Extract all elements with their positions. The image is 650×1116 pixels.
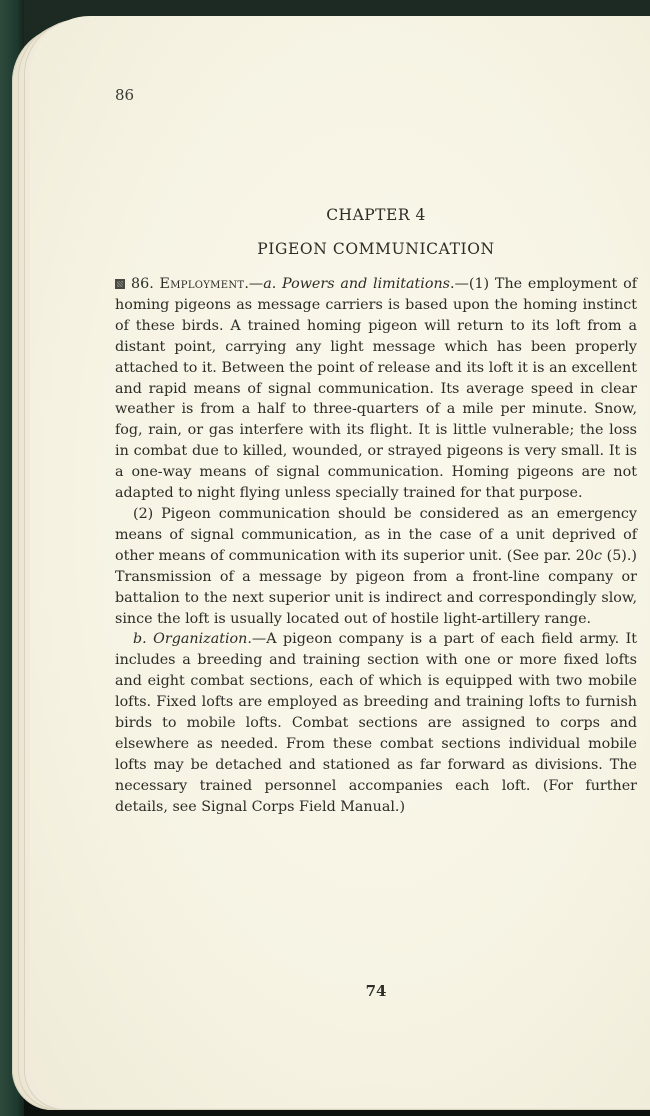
subsection-b-heading: Organization <box>153 631 248 648</box>
section-heading: Employment <box>159 276 245 292</box>
folio-number: 74 <box>365 982 387 1000</box>
body-text <box>115 274 637 818</box>
subsection-b-label: b. <box>133 631 147 648</box>
paragraph-86b: b. Organization.—A pigeon company is a part of each field army. It includes a breeding and training section with one or more fixed lofts and eight combat sections, each of which is equipped with two mobile lofts. Fixed lofts are employed as breeding and training lofts to furnish birds to mobile lofts. Combat sections are assigned to corps and elsewhere as needed. From these combat sections individual mobile lofts may be detached and stationed as far forward as divisions. The necessary trained personnel accompanies each loft. (For further details, see Signal Corps Field Manual.) <box>115 631 638 815</box>
paragraph-86a1: 86. Employment.—a. Powers and limitations.—(1) The employment of homing pigeons as message carriers is based upon the homing instinct of these birds. A trained homing pigeon will return to its loft from a distant point, carrying any light message which has been properly attached to it. Between the point of release and its loft it is an excellent and rapid means of signal communication. Its average speed in clear weather is from a half to three-quarters of a mile per minute. Snow, fog, rain, or gas interfere with its flight. It is little vulnerable; the loss in combat due to killed, wounded, or strayed pigeons is very small. It is a one-way means of signal communication. Homing pigeons are not adapted to night flying unless specially trained for that purpose. <box>115 276 637 502</box>
chapter-heading: CHAPTER 4 <box>326 206 426 224</box>
page-number: 86 <box>115 86 135 104</box>
chapter-title: PIGEON COMMUNICATION <box>257 240 495 258</box>
section-number: 86. <box>131 276 154 292</box>
para2-post: (5).) Transmission of a message by pigeon from a front-line company or battalion to the next superior unit is indirect and correspondingly slow, since the loft is usually located out of hostile light-artillery range. <box>115 547 637 627</box>
para2-pre: (2) Pigeon communication should be considered as an emergency means of signal communication, as in the case of a unit deprived of other means of communication with its superior unit. (See par. 20 <box>115 505 637 564</box>
section-marker-icon <box>115 279 125 289</box>
subsection-a-heading: Powers and limitations <box>282 276 451 292</box>
subsection-a-label: a. <box>263 276 277 292</box>
paragraph-86a2 <box>115 504 637 629</box>
para2-ref-letter: c <box>594 547 603 564</box>
para1-number: (1) <box>468 276 490 292</box>
para1-text: The employment of homing pigeons as message carriers is based upon the homing instinct of these birds. A trained homing pigeon will return to its loft from a distant point, carrying any light message which has been properly attached to it. Between the point of release and its loft it is an excellent and rapid means of signal communication. Its average speed in clear weather is from a half to three-quarters of a mile per minute. Snow, fog, rain, or gas interfere with its flight. It is little vulnerable; the loss in combat due to killed, wounded, or strayed pigeons is very small. It is a one-way means of signal communication. Homing pigeons are not adapted to night flying unless specially trained for that purpose. <box>115 276 637 502</box>
subsection-b-text: A pigeon company is a part of each field army. It includes a breeding and training section with one or more fixed lofts and eight combat sections, each of which is equipped with two mobile lofts. Fixed lofts are employed as breeding and training lofts to furnish birds to mobile lofts. Combat sections are assigned to corps and elsewhere as needed. From these combat sections individual mobile lofts may be detached and stationed as far forward as divisions. The necessary trained personnel accompanies each loft. (For further details, see Signal Corps Field Manual.) <box>115 631 638 815</box>
